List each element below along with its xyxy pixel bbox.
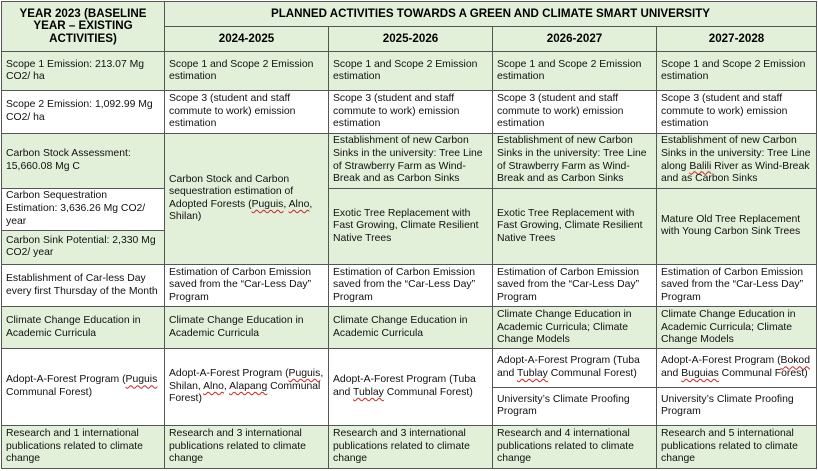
scope12-2026-cell: Scope 1 and Scope 2 Emission estimation <box>493 52 657 91</box>
carless-2024-cell: Estimation of Carbon Emission saved from the “Car-Less Day” Program <box>165 265 329 307</box>
scope3-2027-cell: Scope 3 (student and staff commute to work) emission estimation <box>657 91 817 133</box>
place-name: Tublay <box>517 367 548 379</box>
table-row <box>2 133 817 188</box>
research-2025-cell: Research and 3 international publications related to climate change <box>329 425 493 468</box>
baseline-forest-cell <box>2 349 165 425</box>
cell-text: Communal Forest) <box>718 367 808 379</box>
carbon-stock-2024-cell <box>165 133 329 265</box>
exotic-replacement-2026-cell: Exotic Tree Replacement with Fast Growing, Climate Resilient Native Trees <box>493 188 657 264</box>
cell-text: , Shilan) <box>169 198 313 223</box>
research-2027-cell: Research and 5 international publications related to climate change <box>657 425 817 468</box>
year-header-2026: 2026-2027 <box>493 27 657 52</box>
cell-text: , <box>223 380 230 392</box>
cell-text: Adopt-A-Forest Program ( <box>169 368 289 380</box>
place-name: Puguis <box>125 374 158 386</box>
baseline-scope1-cell: Scope 1 Emission: 213.07 Mg CO2/ ha <box>2 52 165 91</box>
carless-2025-cell: Estimation of Carbon Emission saved from the “Car-Less Day” Program <box>329 265 493 307</box>
place-name: Puguis <box>251 198 284 210</box>
research-2026-cell: Research and 4 international publications related to climate change <box>493 425 657 468</box>
education-2026-cell: Climate Change Education in Academic Curricula; Climate Change Models <box>493 307 657 349</box>
year-header-2025: 2025-2026 <box>329 27 493 52</box>
baseline-education-cell: Climate Change Education in Academic Curricula <box>2 307 165 349</box>
forest-2027-cell <box>657 349 817 387</box>
education-2024-cell: Climate Change Education in Academic Curricula <box>165 307 329 349</box>
baseline-sink-potential-cell: Carbon Sink Potential: 2,330 Mg CO2/ year <box>2 230 165 264</box>
planned-activities-table <box>1 1 817 469</box>
research-2024-cell: Research and 3 international publications related to climate change <box>165 425 329 468</box>
place-name: Alno <box>203 380 224 392</box>
education-2025-cell: Climate Change Education in Academic Curricula <box>329 307 493 349</box>
cell-text: River as Wind-Break and as Carbon Sinks <box>661 160 810 185</box>
scope3-2026-cell: Scope 3 (student and staff commute to work) emission estimation <box>493 91 657 133</box>
cell-text: Adopt-A-Forest Program ( <box>661 355 781 367</box>
table-row <box>2 349 817 387</box>
year-header-2027: 2027-2028 <box>657 27 817 52</box>
scope12-2025-cell: Scope 1 and Scope 2 Emission estimation <box>329 52 493 91</box>
proofing-2027-cell: University’s Climate Proofing Program <box>657 387 817 425</box>
cell-text: Communal Forest) <box>383 387 473 399</box>
cell-text: Carbon Stock and Carbon sequestration estimation of Adopted Forests ( <box>169 173 294 210</box>
table-row <box>2 52 817 91</box>
scope3-2024-cell: Scope 3 (student and staff commute to work) emission estimation <box>165 91 329 133</box>
table-row <box>2 91 817 133</box>
year-header-2024: 2024-2025 <box>165 27 329 52</box>
table-row <box>2 425 817 468</box>
cell-text: and <box>661 367 682 379</box>
baseline-carbon-stock-cell: Carbon Stock Assessment: 15,660.08 Mg C <box>2 133 165 188</box>
cell-text: Communal Forest) <box>547 367 637 379</box>
baseline-scope2-cell: Scope 2 Emission: 1,092.99 Mg CO2/ ha <box>2 91 165 133</box>
place-name: Balili <box>689 160 712 172</box>
place-name: Alno <box>288 198 310 210</box>
scope3-2025-cell: Scope 3 (student and staff commute to work) emission estimation <box>329 91 493 133</box>
forest-2024-cell <box>165 349 329 425</box>
place-name: Buguias <box>681 367 719 379</box>
place-name: Puguis <box>288 368 321 380</box>
carless-2027-cell: Estimation of Carbon Emission saved from the “Car-Less Day” Program <box>657 265 817 307</box>
scope12-2027-cell: Scope 1 and Scope 2 Emission estimation <box>657 52 817 91</box>
baseline-carless-cell: Establishment of Car-less Day every first Thursday of the Month <box>2 265 165 307</box>
planned-activities-header: PLANNED ACTIVITIES TOWARDS A GREEN AND CLIMATE SMART UNIVERSITY <box>165 2 817 27</box>
proofing-2026-cell: University’s Climate Proofing Program <box>493 387 657 425</box>
table-row <box>2 188 817 230</box>
forest-2025-cell <box>329 349 493 425</box>
cell-text: Communal Forest) <box>169 380 321 405</box>
baseline-sequestration-cell: Carbon Sequestration Estimation: 3,636.26 Mg CO2/ year <box>2 188 165 230</box>
cell-text: , Shilan, <box>169 368 324 392</box>
scope12-2024-cell: Scope 1 and Scope 2 Emission estimation <box>165 52 329 91</box>
cell-text: , <box>283 198 289 210</box>
cell-text: Adopt-A-Forest Program (Tuba and <box>333 374 476 399</box>
place-name: Bokod <box>780 355 810 367</box>
table-row <box>2 307 817 349</box>
cell-text: Adopt-A-Forest Program ( <box>6 374 126 386</box>
forest-2026-cell <box>493 349 657 387</box>
cell-text: Adopt-A-Forest Program (Tuba and <box>497 355 640 379</box>
carbon-sinks-2027-cell <box>657 133 817 188</box>
carbon-sinks-2025-cell: Establishment of new Carbon Sinks in the university: Tree Line of Strawberry Farm as Wind-Break and as Carbon Sinks <box>329 133 493 188</box>
carbon-sinks-2026-cell: Establishment of new Carbon Sinks in the university: Tree Line of Strawberry Farm as Wind-Break and as Carbon Sinks <box>493 133 657 188</box>
mature-replacement-2027-cell: Mature Old Tree Replacement with Young Carbon Sink Trees <box>657 188 817 264</box>
table-row <box>2 265 817 307</box>
education-2027-cell: Climate Change Education in Academic Curricula; Climate Change Models <box>657 307 817 349</box>
cell-text: Communal Forest) <box>6 387 93 399</box>
exotic-replacement-2025-cell: Exotic Tree Replacement with Fast Growing, Climate Resilient Native Trees <box>329 188 493 264</box>
baseline-header: YEAR 2023 (BASELINE YEAR – EXISTING ACTIVITIES) <box>2 2 165 52</box>
cell-text: Establishment of new Carbon Sinks in the university: Tree Line along <box>661 135 811 172</box>
place-name: Alapang <box>229 380 268 392</box>
baseline-research-cell: Research and 1 international publications related to climate change <box>2 425 165 468</box>
place-name: Tublay <box>353 387 384 399</box>
carless-2026-cell: Estimation of Carbon Emission saved from the “Car-Less Day” Program <box>493 265 657 307</box>
